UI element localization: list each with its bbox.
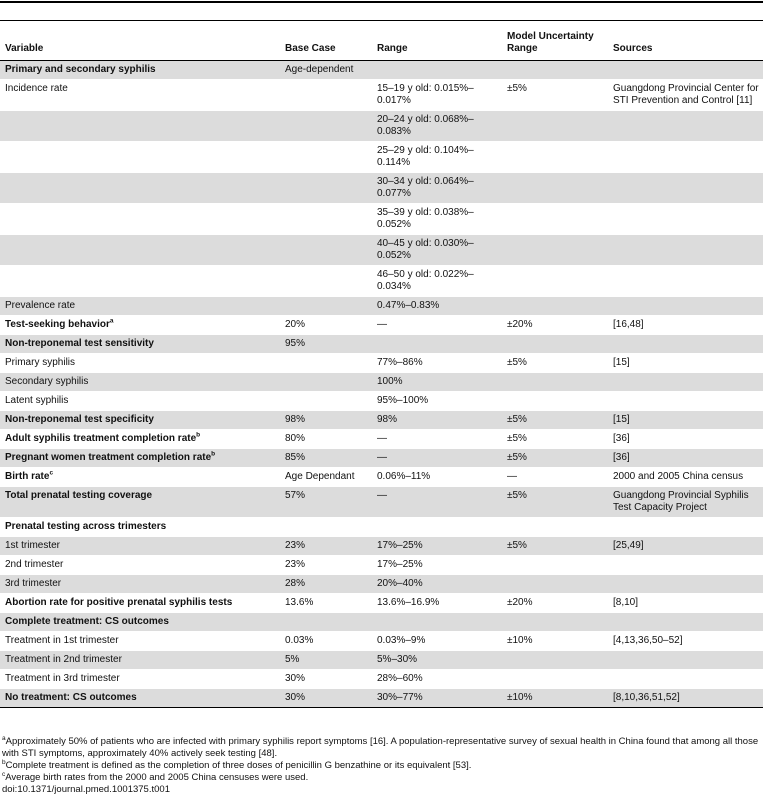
cell-sources: [8,10] [613,597,639,608]
variable-label: Treatment in 3rd trimester [5,673,120,684]
cell-variable [0,613,280,632]
cell-base-case [280,297,372,316]
cell-sources [608,111,763,142]
cell-base-case [280,266,372,297]
table-row [0,142,763,173]
variable-label: Incidence rate [5,83,68,94]
cell-variable [0,518,280,537]
cell-base-case [280,518,372,537]
header-variable: Variable [5,43,44,54]
cell-range: 17%–25% [372,537,502,556]
cell-range [372,335,502,354]
table-row [0,173,763,204]
cell-model-uncertainty [502,575,608,594]
cell-sources [608,142,763,173]
cell-range: — [372,487,502,518]
doi-link[interactable]: doi:10.1371/journal.pmed.1001375.t001 [2,784,170,795]
cell-variable [0,316,280,335]
cell-model-uncertainty [502,373,608,392]
table-row [0,689,763,708]
cell-variable [0,335,280,354]
variable-label: Test-seeking behavior [5,319,110,330]
table-row [0,537,763,556]
cell-model-uncertainty [502,556,608,575]
table-row [0,468,763,487]
cell-model-uncertainty: ±20% [507,319,533,330]
table-row [0,335,763,354]
cell-model-uncertainty: ±5% [502,411,608,430]
table-row [0,670,763,689]
cell-model-uncertainty: ±20% [507,597,533,608]
cell-sources: [4,13,36,50–52] [613,635,683,646]
cell-base-case: 30% [285,673,306,684]
cell-base-case: Age-dependent [280,61,372,80]
cell-sources [608,373,763,392]
cell-model-uncertainty [502,651,608,670]
table-row [0,316,763,335]
cell-variable [0,204,280,235]
cell-range: 30%–77% [372,689,502,708]
table-row [0,430,763,449]
variable-label: Total prenatal testing coverage [5,490,153,501]
cell-variable [0,689,280,708]
variable-label: Abortion rate for positive prenatal syphilis tests [5,597,233,608]
cell-sources [608,235,763,266]
cell-base-case [280,111,372,142]
cell-range: 40–45 y old: 0.030%–0.052% [372,235,502,266]
cell-range: 30–34 y old: 0.064%–0.077% [372,173,502,204]
cell-sources [608,556,763,575]
cell-sources [608,392,763,411]
variable-label: Treatment in 1st trimester [5,635,119,646]
cell-base-case: 57% [280,487,372,518]
cell-range: 46–50 y old: 0.022%–0.034% [377,269,474,292]
cell-sources: [16,48] [613,319,644,330]
cell-range: 35–39 y old: 0.038%–0.052% [377,207,474,230]
footnote-mark: a [2,734,6,742]
cell-range: 77%–86% [377,357,423,368]
cell-model-uncertainty: ±5% [502,487,608,518]
table-row [0,518,763,537]
footnote-a [2,736,761,760]
variable-label: Latent syphilis [5,395,69,406]
variable-label: Adult syphilis treatment completion rate [5,433,197,444]
cell-range: 17%–25% [377,559,423,570]
cell-base-case [280,354,372,373]
cell-range: 13.6%–16.9% [377,597,440,608]
cell-range: 95%–100% [377,395,429,406]
table-row [0,80,763,111]
cell-base-case [280,204,372,235]
cell-base-case [280,613,372,632]
table-row [0,354,763,373]
cell-model-uncertainty: ±5% [507,433,527,444]
cell-model-uncertainty: ±5% [502,449,608,468]
cell-sources: [36] [608,449,763,468]
cell-base-case: 20% [285,319,306,330]
table-header-row [0,21,763,61]
cell-model-uncertainty [502,111,608,142]
cell-variable [0,297,280,316]
cell-range: 20–24 y old: 0.068%–0.083% [372,111,502,142]
cell-variable [0,411,280,430]
cell-variable [0,537,280,556]
cell-model-uncertainty: ±5% [507,83,527,94]
cell-variable [0,142,280,173]
footnote-text: Average birth rates from the 2000 and 2005 China censuses were used. [5,772,309,783]
cell-variable [0,575,280,594]
cell-base-case: 30% [280,689,372,708]
cell-range: 100% [372,373,502,392]
cell-model-uncertainty [502,518,608,537]
header-sources: Sources [613,43,653,54]
cell-base-case: 23% [280,537,372,556]
footnote-mark: c [2,770,6,778]
footnote-ref: b [196,431,201,439]
cell-variable [0,61,280,80]
parameters-table [0,20,763,708]
cell-sources: 2000 and 2005 China census [613,471,744,482]
cell-model-uncertainty [502,613,608,632]
table-row [0,651,763,670]
variable-label: Prenatal testing across trimesters [5,521,167,532]
cell-variable [0,392,280,411]
cell-variable [0,632,280,651]
table-row [0,61,763,80]
cell-sources [608,613,763,632]
cell-variable [0,373,280,392]
cell-model-uncertainty: ±10% [507,635,533,646]
cell-model-uncertainty: — [507,471,517,482]
table-row [0,575,763,594]
cell-sources: Guangdong Provincial Syphilis Test Capacity Project [608,487,763,518]
cell-sources: [15] [608,411,763,430]
cell-base-case: 5% [280,651,372,670]
cell-base-case: 98% [280,411,372,430]
cell-model-uncertainty [502,335,608,354]
cell-model-uncertainty [502,142,608,173]
variable-label: Non-treponemal test sensitivity [5,338,154,349]
table-row [0,487,763,518]
cell-sources [608,670,763,689]
cell-model-uncertainty [502,670,608,689]
cell-variable [0,354,280,373]
footnote-ref: c [49,469,54,477]
cell-range: 25–29 y old: 0.104%–0.114% [377,145,474,168]
cell-sources [608,204,763,235]
cell-sources [608,575,763,594]
footnote-mark: b [2,758,6,766]
variable-label: 2nd trimester [5,559,64,570]
cell-sources: [8,10,36,51,52] [608,689,763,708]
top-rule [0,1,763,3]
cell-range: — [372,449,502,468]
cell-model-uncertainty [502,173,608,204]
cell-variable [0,487,280,518]
footnote-text: Complete treatment is defined as the completion of three doses of penicillin G benzathine or its equivalent [53]. [5,760,472,771]
table-row [0,392,763,411]
cell-sources [608,173,763,204]
variable-label: Secondary syphilis [5,376,89,387]
table-body [0,61,763,708]
cell-range: 0.47%–0.83% [372,297,502,316]
cell-base-case: 28% [280,575,372,594]
cell-variable [0,430,280,449]
cell-variable [0,111,280,142]
cell-sources [608,61,763,80]
cell-range [372,61,502,80]
cell-range: — [377,433,387,444]
cell-sources: [25,49] [608,537,763,556]
cell-range: 20%–40% [372,575,502,594]
cell-base-case [280,142,372,173]
cell-model-uncertainty [502,204,608,235]
cell-variable [0,449,280,468]
cell-base-case: 23% [285,559,306,570]
cell-base-case [280,80,372,111]
cell-model-uncertainty [502,235,608,266]
variable-label: Birth rate [5,471,50,482]
cell-model-uncertainty [502,392,608,411]
header-range: Range [377,43,408,54]
cell-model-uncertainty: ±5% [502,537,608,556]
cell-variable [0,173,280,204]
cell-model-uncertainty: ±5% [507,357,527,368]
cell-range: — [377,319,387,330]
footnote-b [2,760,761,772]
cell-sources: [36] [613,433,630,444]
cell-sources [608,518,763,537]
table-row [0,373,763,392]
table-row [0,632,763,651]
table-footnotes [2,736,761,796]
cell-variable [0,670,280,689]
table-row [0,204,763,235]
table-row [0,411,763,430]
variable-label: 1st trimester [5,540,61,551]
cell-base-case [280,373,372,392]
footnote-ref: a [109,317,114,325]
cell-variable [0,651,280,670]
cell-base-case [280,173,372,204]
table-row [0,556,763,575]
header-base-case: Base Case [285,43,336,54]
variable-label: Primary syphilis [5,357,76,368]
cell-base-case: Age Dependant [285,471,355,482]
cell-range: 5%–30% [372,651,502,670]
header-model-uncertainty-range: Model Uncertainty Range [507,31,594,54]
variable-label: Primary and secondary syphilis [5,64,156,75]
cell-model-uncertainty: ±10% [502,689,608,708]
cell-sources: [15] [613,357,630,368]
table-row [0,613,763,632]
variable-label: Pregnant women treatment completion rate [5,452,212,463]
footnote-c [2,772,761,784]
footnote-ref: b [211,450,216,458]
variable-label: Non-treponemal test specificity [5,414,154,425]
variable-label: Treatment in 2nd trimester [5,654,122,665]
cell-range: 0.03%–9% [377,635,426,646]
cell-range: 15–19 y old: 0.015%–0.017% [377,83,474,106]
table-row [0,449,763,468]
cell-variable [0,594,280,613]
variable-label: Prevalence rate [5,300,76,311]
variable-label: Complete treatment: CS outcomes [5,616,169,627]
table-row [0,266,763,297]
cell-sources [608,651,763,670]
table-row [0,111,763,142]
cell-range [372,518,502,537]
cell-range [372,613,502,632]
cell-model-uncertainty [502,61,608,80]
cell-sources [608,335,763,354]
cell-variable [0,266,280,297]
cell-base-case: 95% [280,335,372,354]
cell-range: 28%–60% [377,673,423,684]
cell-base-case: 85% [280,449,372,468]
cell-variable [0,235,280,266]
cell-base-case [280,235,372,266]
cell-sources [608,297,763,316]
cell-variable [0,80,280,111]
table-row [0,297,763,316]
variable-label: No treatment: CS outcomes [5,692,137,703]
cell-range: 0.06%–11% [377,471,431,482]
footnote-text: Approximately 50% of patients who are infected with primary syphilis report symptoms [16]. A population-representative survey of sexual health in China found that among all those with STI symptoms, approximately 40% actively seek testing [48]. [2,736,759,759]
cell-sources [608,266,763,297]
cell-variable [0,556,280,575]
table-row [0,235,763,266]
cell-model-uncertainty [502,266,608,297]
table-row [0,594,763,613]
cell-variable [0,468,280,487]
cell-base-case: 80% [285,433,306,444]
cell-base-case: 13.6% [285,597,314,608]
cell-base-case [280,392,372,411]
cell-model-uncertainty [502,297,608,316]
cell-sources: Guangdong Provincial Center for STI Prevention and Control [11] [613,83,759,106]
cell-range: 98% [372,411,502,430]
variable-label: 3rd trimester [5,578,62,589]
cell-base-case: 0.03% [285,635,314,646]
